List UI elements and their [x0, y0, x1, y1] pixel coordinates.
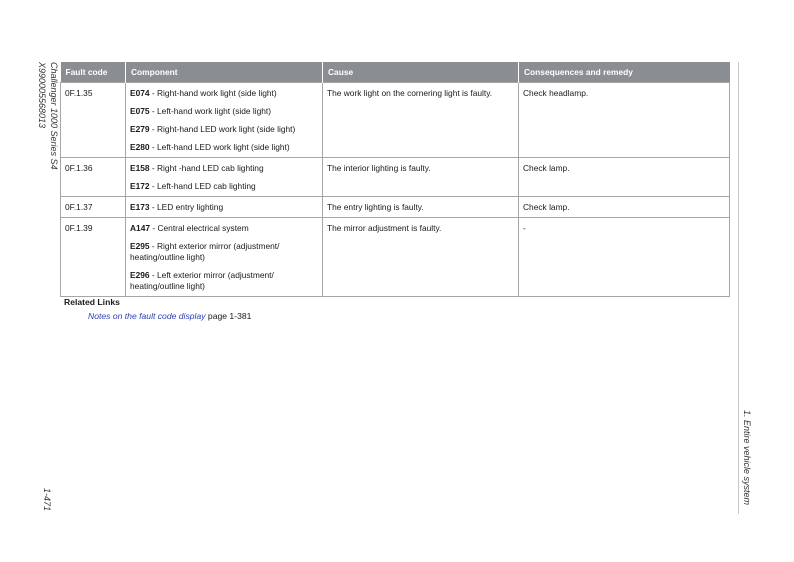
remedy-cell: Check lamp. [519, 197, 730, 218]
remedy-cell: Check headlamp. [519, 83, 730, 158]
cause-cell: The entry lighting is faulty. [323, 197, 519, 218]
fault-code-cell: 0F.1.36 [61, 158, 126, 197]
component-id: E280 [130, 142, 150, 152]
remedy-cell: Check lamp. [519, 158, 730, 197]
component-item [130, 241, 318, 263]
component-item [130, 181, 318, 192]
component-item [130, 270, 318, 292]
component-id: E172 [130, 181, 150, 191]
component-cell [126, 197, 323, 218]
document-series-title: Challenger 1000 Series S4 [49, 62, 59, 170]
component-description: - Right -hand LED cab lighting [149, 163, 264, 173]
component-id: E075 [130, 106, 150, 116]
document-part-number: X990005568013 [37, 62, 47, 129]
component-item [130, 163, 318, 174]
component-description: - Right-hand work light (side light) [149, 88, 277, 98]
document-sidebar-title [36, 62, 60, 170]
fault-code-cell: 0F.1.37 [61, 197, 126, 218]
component-item [130, 124, 318, 135]
component-item [130, 142, 318, 153]
fault-code-cell: 0F.1.39 [61, 218, 126, 297]
column-header-component: Component [126, 62, 323, 83]
component-description: - Left-hand LED work light (side light) [149, 142, 290, 152]
cause-cell: The work light on the cornering light is faulty. [323, 83, 519, 158]
component-id: E279 [130, 124, 150, 134]
component-cell [126, 158, 323, 197]
cause-cell: The mirror adjustment is faulty. [323, 218, 519, 297]
cause-cell: The interior lighting is faulty. [323, 158, 519, 197]
section-divider [738, 62, 739, 514]
remedy-cell: - [519, 218, 730, 297]
component-id: A147 [130, 223, 151, 233]
column-header-cause: Cause [323, 62, 519, 83]
table-header-row [61, 62, 730, 83]
fault-code-display-link[interactable]: Notes on the fault code display [88, 311, 206, 321]
component-description: - Right exterior mirror (adjustment/ heating/outline light) [130, 241, 280, 262]
component-item [130, 223, 318, 234]
component-cell [126, 83, 323, 158]
column-header-fault-code: Fault code [61, 62, 126, 83]
table-row [61, 83, 730, 158]
component-description: - LED entry lighting [149, 202, 224, 212]
component-description: - Right-hand LED work light (side light) [149, 124, 296, 134]
component-id: E295 [130, 241, 150, 251]
component-item [130, 202, 318, 213]
related-link-item [88, 311, 251, 321]
related-links-heading: Related Links [64, 297, 120, 307]
component-description: - Left-hand work light (side light) [149, 106, 272, 116]
table-row [61, 218, 730, 297]
component-item [130, 106, 318, 117]
component-description: - Left-hand LED cab lighting [149, 181, 256, 191]
table-row [61, 197, 730, 218]
table-row [61, 158, 730, 197]
component-id: E074 [130, 88, 150, 98]
page-reference: page 1-381 [205, 311, 252, 321]
component-id: E173 [130, 202, 150, 212]
component-id: E296 [130, 270, 150, 280]
component-id: E158 [130, 163, 150, 173]
component-cell [126, 218, 323, 297]
component-item [130, 88, 318, 99]
fault-code-table [60, 62, 730, 297]
component-description: - Left exterior mirror (adjustment/ heating/outline light) [130, 270, 274, 291]
fault-code-cell: 0F.1.35 [61, 83, 126, 158]
column-header-remedy: Consequences and remedy [519, 62, 730, 83]
chapter-title: 1. Entire vehicle system [742, 410, 752, 506]
component-description: - Central electrical system [150, 223, 249, 233]
page-number: 1-471 [42, 488, 52, 512]
